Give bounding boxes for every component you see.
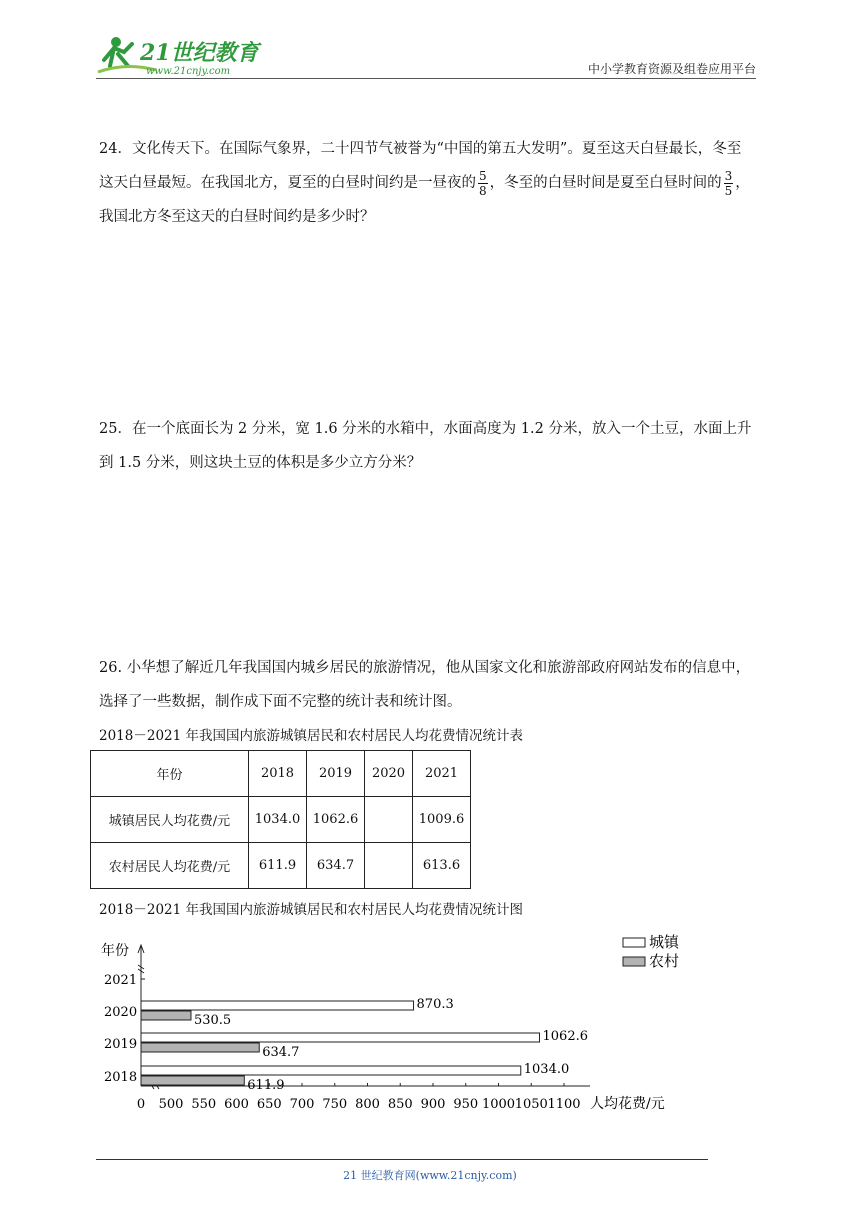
platform-name: 中小学教育资源及组卷应用平台 xyxy=(587,62,756,76)
q24-line3: 我国北方冬至这天的白昼时间约是多少时？ xyxy=(99,209,375,225)
legend-label-urban: 城镇 xyxy=(649,933,680,951)
bar-urban xyxy=(141,1033,540,1042)
table-title: 2018－2021 年我国国内旅游城镇居民和农村居民人均花费情况统计表 xyxy=(99,728,524,744)
table-row xyxy=(91,797,471,843)
question-26 xyxy=(99,651,761,719)
x-tick-label: 700 xyxy=(289,1097,315,1112)
stats-table xyxy=(90,750,471,889)
x-tick-label: 600 xyxy=(224,1097,249,1112)
site-logo xyxy=(96,32,266,78)
table-cell: 634.7 xyxy=(307,843,365,889)
q24-line2a: 这天白昼最短。在我国北方，夏至的白昼时间约是一昼夜的 xyxy=(99,175,476,191)
category-label: 2020 xyxy=(104,1005,138,1020)
question-25 xyxy=(99,412,761,480)
x-tick-label: 1050 xyxy=(514,1097,548,1112)
bar-label-urban: 870.3 xyxy=(416,997,454,1012)
table-cell: 2018 xyxy=(249,751,307,797)
legend-label-rural: 农村 xyxy=(649,952,680,970)
bar-rural xyxy=(141,1076,244,1085)
footer-text: 21 世纪教育网(www.21cnjy.com) xyxy=(343,1169,517,1182)
table-cell: 农村居民人均花费/元 xyxy=(91,843,249,889)
x-tick-label: 550 xyxy=(191,1097,217,1112)
table-cell: 2020 xyxy=(365,751,413,797)
chart-title: 2018－2021 年我国国内旅游城镇居民和农村居民人均花费情况统计图 xyxy=(99,902,524,918)
logo-text: 21世纪教育 xyxy=(140,40,259,66)
table-cell xyxy=(365,797,413,843)
footer-divider xyxy=(96,1159,708,1160)
category-label: 2019 xyxy=(104,1037,138,1052)
bar-rural xyxy=(141,1011,191,1020)
x-tick-label: 1100 xyxy=(547,1097,581,1112)
category-label: 2018 xyxy=(104,1070,138,1085)
table-cell: 1062.6 xyxy=(307,797,365,843)
x-axis-label: 人均花费/元 xyxy=(590,1096,665,1112)
bar-label-urban: 1062.6 xyxy=(542,1029,589,1044)
category-label: 2021 xyxy=(104,973,138,988)
q25-line1: 25．在一个底面长为 2 分米，宽 1.6 分米的水箱中，水面高度为 1.2 分米，放入一个土豆，水面上升 xyxy=(99,421,752,437)
x-tick-label: 650 xyxy=(256,1097,282,1112)
x-tick-label: 950 xyxy=(453,1097,479,1112)
table-cell: 2021 xyxy=(413,751,471,797)
x-tick-label: 900 xyxy=(420,1097,446,1112)
table-header-row xyxy=(91,751,471,797)
bar-label-rural: 634.7 xyxy=(262,1045,300,1060)
q24-line1: 24．文化传天下。在国际气象界，二十四节气被誉为“中国的第五大发明”。夏至这天白昼最长，冬至 xyxy=(99,141,742,157)
fraction-5-8: $\frac{5}{8}$ xyxy=(479,168,487,198)
legend-swatch-urban xyxy=(623,938,645,947)
table-cell xyxy=(365,843,413,889)
bar-urban xyxy=(141,1066,521,1075)
x-tick-label: 800 xyxy=(355,1097,380,1112)
q26-line1: 26. 小华想了解近几年我国国内城乡居民的旅游情况，他从国家文化和旅游部政府网站发布的信息中， xyxy=(99,660,751,676)
q24-line2b: ，冬至的白昼时间是夏至白昼时间的 xyxy=(489,175,722,191)
table-cell: 2019 xyxy=(307,751,365,797)
y-axis-label: 年份 xyxy=(101,943,129,959)
bar-label-urban: 1034.0 xyxy=(523,1062,570,1077)
x-tick-label: 750 xyxy=(322,1097,348,1112)
bar-chart xyxy=(0,925,860,1130)
table-cell: 城镇居民人均花费/元 xyxy=(91,797,249,843)
table-cell: 年份 xyxy=(91,751,249,797)
question-24 xyxy=(99,132,761,234)
table-cell: 1009.6 xyxy=(413,797,471,843)
x-tick-label: 0 xyxy=(136,1097,146,1112)
bar-urban xyxy=(141,1001,414,1010)
q26-line2: 选择了一些数据，制作成下面不完整的统计表和统计图。 xyxy=(99,694,462,710)
bar-label-rural: 611.9 xyxy=(247,1078,285,1093)
bar-rural xyxy=(141,1043,259,1052)
table-cell: 1034.0 xyxy=(249,797,307,843)
bar-label-rural: 530.5 xyxy=(193,1013,232,1028)
fraction-3-5: $\frac{3}{5}$ xyxy=(724,168,733,198)
header-divider xyxy=(96,78,756,79)
x-tick-label: 500 xyxy=(158,1097,184,1112)
x-tick-label: 850 xyxy=(387,1097,413,1112)
q24-line2 xyxy=(99,166,761,200)
x-tick-label: 1000 xyxy=(481,1097,516,1112)
table-cell: 613.6 xyxy=(413,843,471,889)
q24-line2c: ， xyxy=(735,175,750,191)
table-row xyxy=(91,843,471,889)
legend-swatch-rural xyxy=(623,957,645,966)
table-cell: 611.9 xyxy=(249,843,307,889)
page-header xyxy=(96,32,756,80)
q25-line2: 到 1.5 分米，则这块土豆的体积是多少立方分米？ xyxy=(99,455,422,471)
logo-url: www.21cnjy.com xyxy=(146,66,231,77)
